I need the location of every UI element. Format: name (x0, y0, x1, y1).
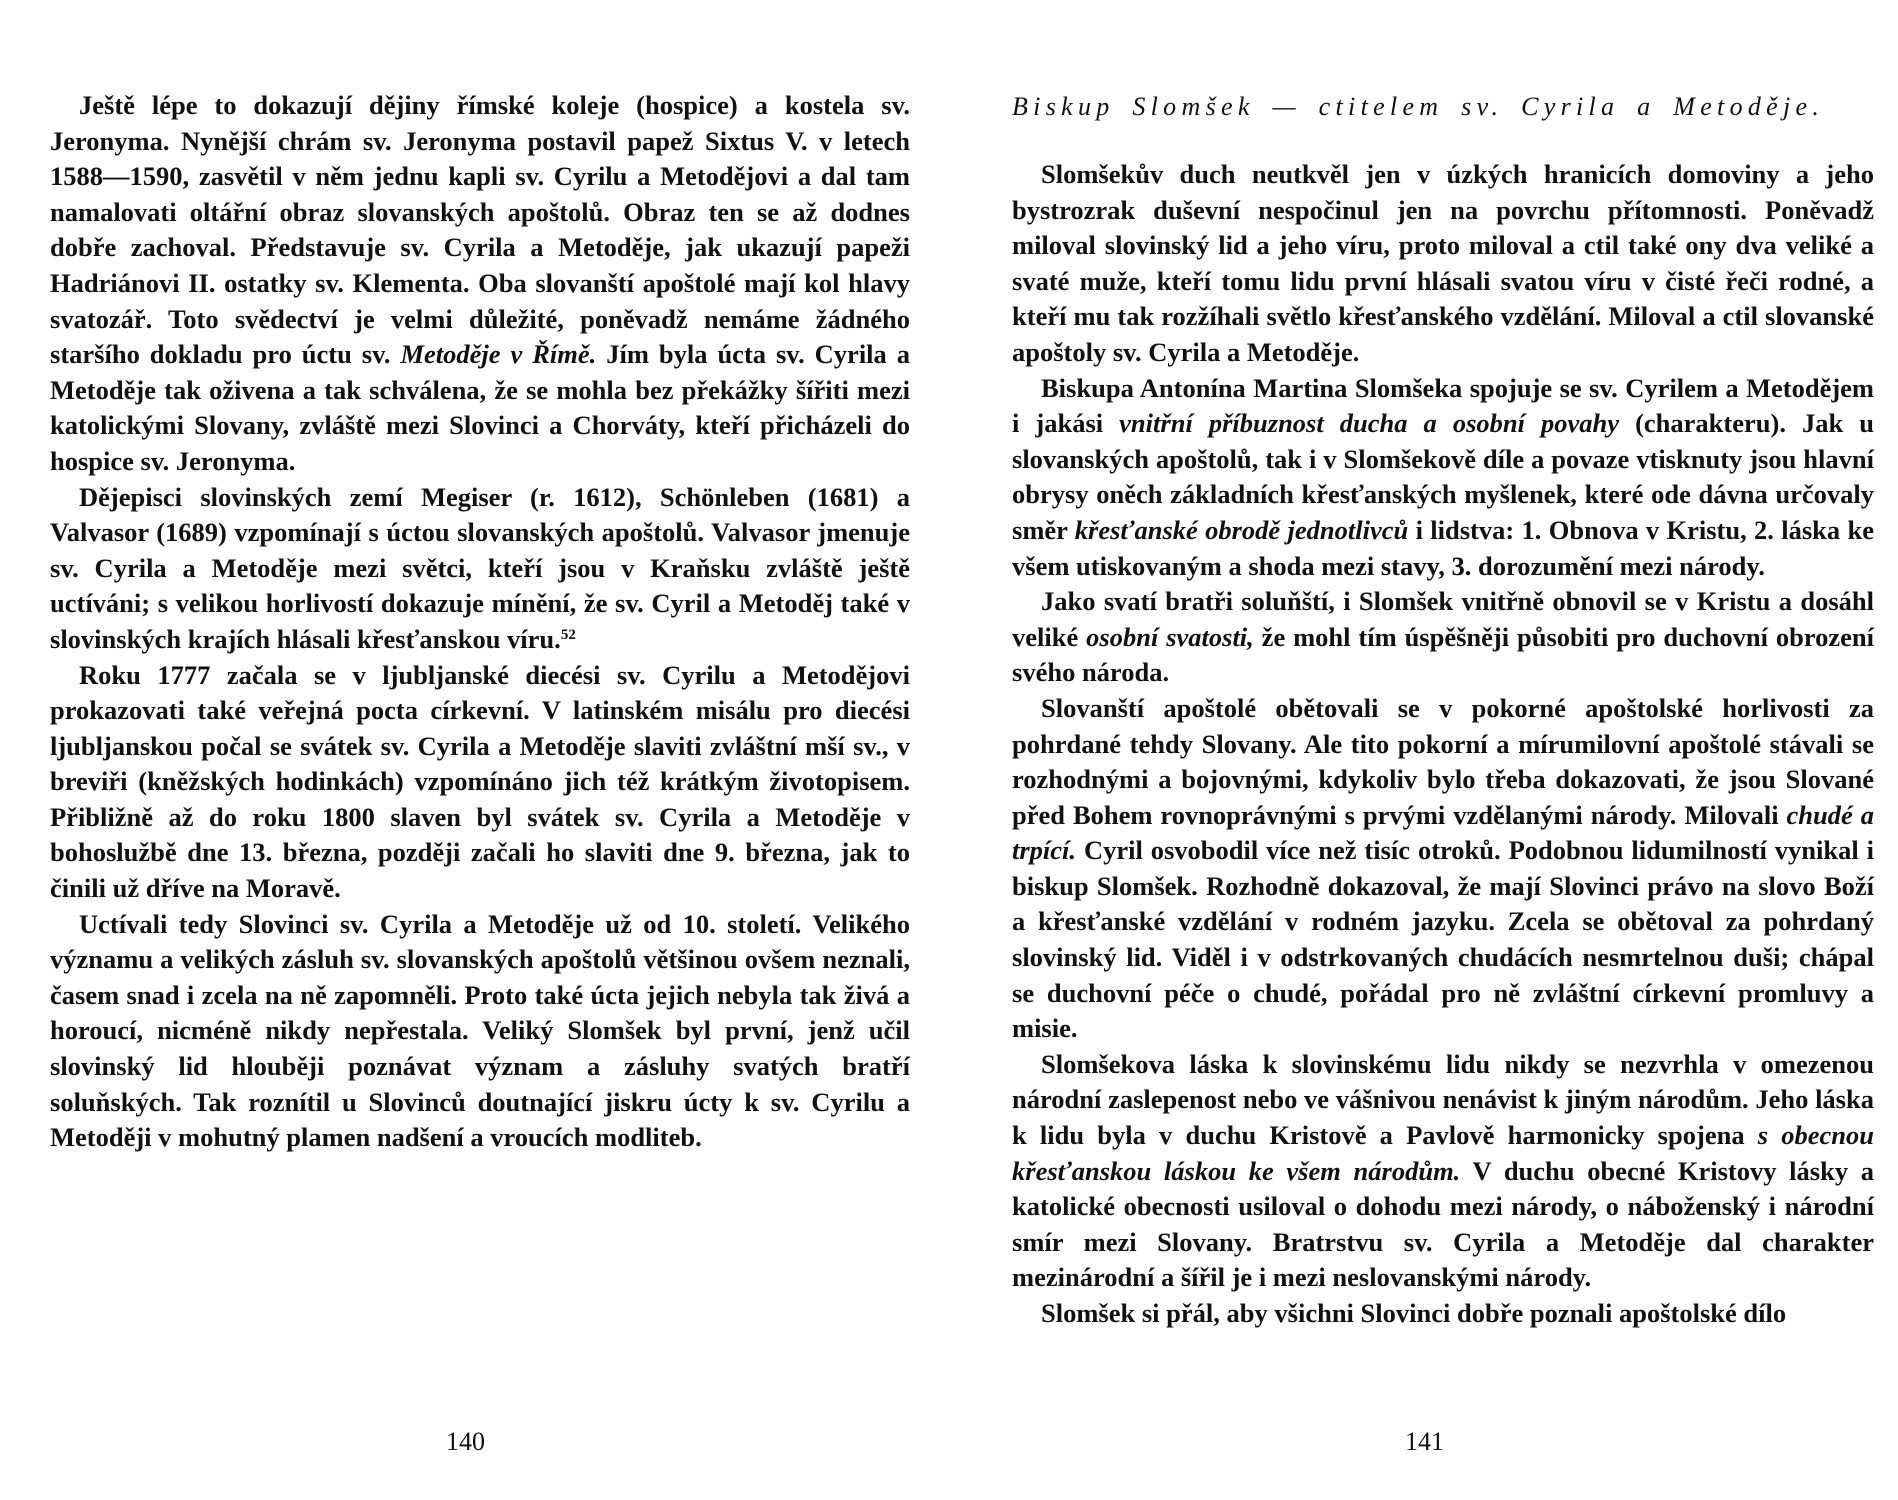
paragraph: Slovanští apoštolé obětovali se v pokorné apoštolské horlivosti za pohrdané tehdy Slovany. Ale tito pokorní a mírumilovní apoštolé stávali se rozhodnými a bojovnými, kdykoliv bylo třeba dokazovati, že jsou Slované před Bohem rovnoprávnými s prvými vzdělanými národy. Milovali chudé a trpící. Cyril osvobodil více než tisíc otroků. Podobnou lidumilností vynikal i biskup Slomšek. Rozhodně dokazoval, že mají Slovinci právo na slovo Boží a křesťanské vzdělání v rodném jazyku. Zcela se obětoval za pohrdaný slovinský lid. Viděl i v odstrkovaných chudácích nesmrtelnou duši; chápal se duchovní péče o chudé, pořádal pro ně zvláštní církevní promluvy a misie. (1012, 692, 1875, 1044)
right-page (949, 0, 1898, 1500)
emphasis: chudé a trpící. (1012, 799, 1875, 866)
footnote-marker: 52 (560, 626, 576, 643)
paragraph: Slomšekova láska k slovinskému lidu nikdy se nezvrhla v omezenou národní zaslepenost nebo ve vášnivou nenávist k jiným národům. Jeho láska k lidu byla v duchu Kristově a Pavlově harmonicky spojena s obecnou křesťanskou láskou ke všem národům. V duchu obecné Kristovy lásky a katolické obecnosti usiloval o dohodu mezi národy, o náboženský i národní smír mezi Slovany. Bratrstvu sv. Cyrila a Metoděje dal charakter mezinárodní a šířil je i mezi neslovanskými národy. (1012, 1048, 1874, 1293)
left-page-body (50, 88, 910, 1156)
emphasis: vnitřní příbuznost ducha a osobní povahy (1119, 408, 1620, 439)
paragraph: Biskupa Antonína Martina Slomšeka spojuje se sv. Cyrilem a Metodějem i jakási vnitřní příbuznost ducha a osobní povahy (charakteru). Jak u slovanských apoštolů, tak i v Slomšekově díle a povaze vtisknuty jsou hlavní obrysy oněch základních křesťanských myšlenek, které ode dávna určovaly směr křesťanské obrodě jednotlivců i lidstva: 1. Obnova v Kristu, 2. láska ke všem utiskovaným a shoda mezi stavy, 3. dorozumění mezi národy. (1012, 372, 1874, 581)
paragraph: Dějepisci slovinských zemí Megiser (r. 1612), Schönleben (1681) a Valvasor (1689) vzpomínají s úctou slovanských apoštolů. Valvasor jmenuje sv. Cyrila a Metoděje mezi světci, kteří jsou v Kraňsku zvláště ještě uctíváni; s velikou horlivostí dokazuje mínění, že sv. Cyril a Metoděj také v slovinských krajích hlásali křesťanskou víru.$^{52}$ (50, 481, 910, 654)
paragraph: Uctívali tedy Slovinci sv. Cyrila a Metoděje už od 10. století. Velikého významu a velikých zásluh sv. slovanských apoštolů většinou ovšem neznali, časem snad i zcela na ně zapomněli. Proto také úcta jejich nebyla tak živá a horoucí, nicméně nikdy nepřestala. Veliký Slomšek byl první, jenž učil slovinský lid hlouběji poznávat význam a zásluhy svatých bratří soluňských. Tak roznítil u Slovinců doutnající jiskru úcty k sv. Cyrilu a Metoději v mohutný plamen nadšení a vroucích modliteb. (50, 908, 910, 1153)
emphasis: s obecnou křesťanskou láskou ke všem národům. (1012, 1120, 1874, 1186)
emphasis: Metoděje v Římě. (400, 339, 597, 370)
paragraph: Jako svatí bratři soluňští, i Slomšek vnitřně obnovil se v Kristu a dosáhl veliké osobní svatosti, že mohl tím úspěšněji působiti pro duchovní obrození svého národa. (1012, 586, 1874, 688)
page-number: 140 (446, 1427, 485, 1456)
paragraph: Roku 1777 začala se v ljubljanské diecési sv. Cyrilu a Metodějovi prokazovati také veřejná pocta církevní. V latinském misálu pro diecési ljubljanskou počal se svátek sv. Cyrila a Metoděje slaviti zvláštní mší sv., v breviři (kněžských hodinkách) vzpomínáno jich též krátkým životopisem. Přibližně až do roku 1800 slaven byl svátek sv. Cyrila a Metoděje v bohoslužbě dne 13. března, později začali ho slaviti dne 9. března, jak to činili už dříve na Moravě. (50, 659, 910, 904)
paragraph: Slomšekův duch neutkvěl jen v úzkých hranicích domoviny a jeho bystrozrak duševní nespočinul jen na povrchu přítomnosti. Poněvadž miloval slovinský lid a jeho víru, proto miloval a ctil také ony dva veliké a svaté muže, kteří tomu lidu první hlásali svatou víru v čisté řeči rodné, a kteří mu tak rozžíhali světlo křesťanského vzdělání. Miloval a ctil slovanské apoštoly sv. Cyrila a Metoděje. (1012, 159, 1874, 367)
running-head: Biskup Slomšek — ctitelem sv. Cyrila a Metoděje. (1012, 92, 1825, 121)
right-page-body (1012, 157, 1874, 1332)
page-number: 141 (1405, 1427, 1444, 1456)
paragraph: Slomšek si přál, aby všichni Slovinci dobře poznali apoštolské dílo (1041, 1298, 1787, 1328)
emphasis: osobní svatosti, (1086, 621, 1254, 652)
paragraph: Ještě lépe to dokazují dějiny římské koleje (hospice) a kostela sv. Jeronyma. Nynější chrám sv. Jeronyma postavil papež Sixtus V. v letech 1588—1590, zasvětil v něm jednu kapli sv. Cyrilu a Metodějovi a dal tam namalovati oltářní obraz slovanských apoštolů. Obraz ten se až dodnes dobře zachoval. Představuje sv. Cyrila a Metoděje, jak ukazují papeži Hadriánovi II. ostatky sv. Klementa. Oba slovanští apoštolé mají kol hlavy svatozář. Toto svědectví je velmi důležité, poněvadž nemáme žádného staršího dokladu pro úctu sv. Metoděje v Římě. Jím byla úcta sv. Cyrila a Metoděje tak oživena a tak schválena, že se mohla bez překážky šířiti mezi katolickými Slovany, zvláště mezi Slovinci a Chorváty, kteří přicházeli do hospice sv. Jeronyma. (50, 90, 910, 476)
emphasis: křesťanské obrodě jednotlivců (1074, 514, 1409, 545)
